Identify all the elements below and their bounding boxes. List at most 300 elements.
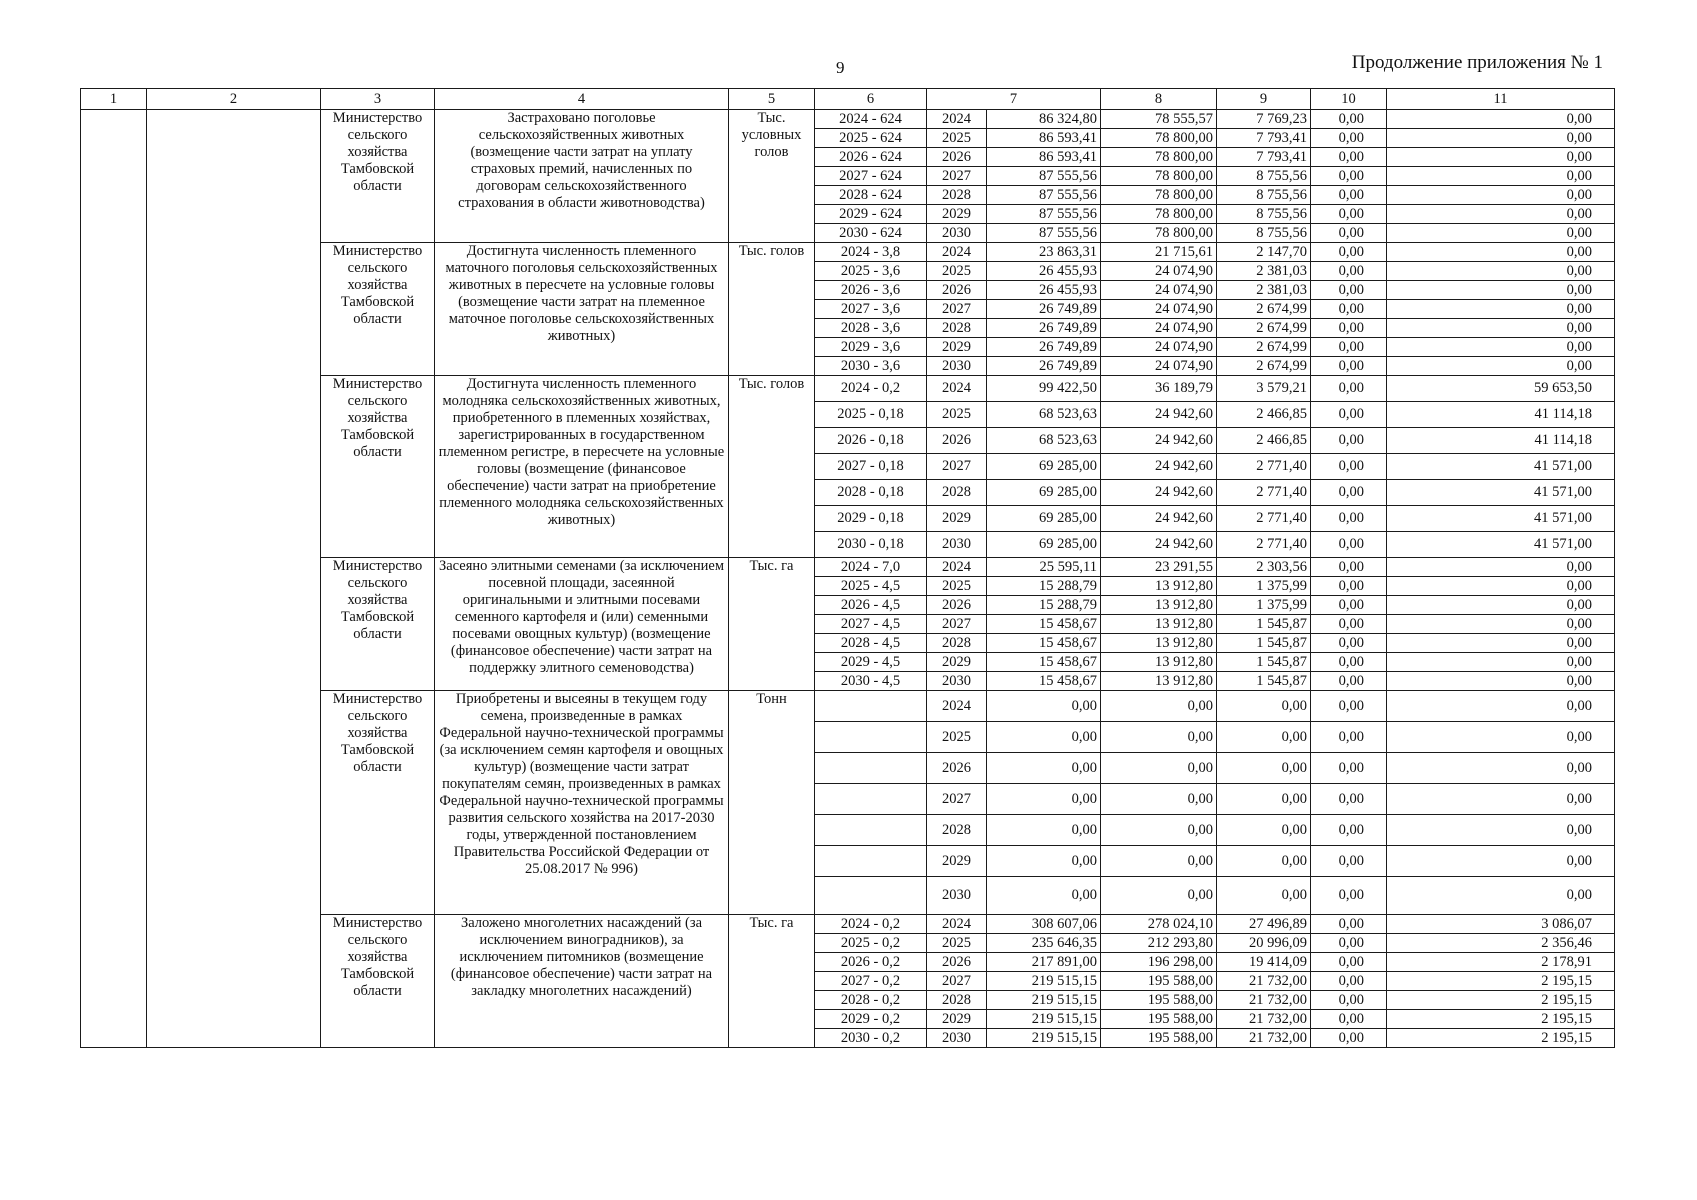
federal-cell: 36 189,79 — [1101, 376, 1217, 402]
total-cell: 308 607,06 — [987, 915, 1101, 934]
local-cell: 0,00 — [1311, 454, 1387, 480]
regional-cell: 0,00 — [1217, 877, 1311, 915]
target-value-cell: 2025 - 0,2 — [815, 934, 927, 953]
year-cell: 2028 — [927, 815, 987, 846]
description-cell: Застраховано поголовье сельскохозяйственных животных (возмещение части затрат на уплату страховых премий, начисленных по договорам сельскохозяйственного страхования в области животноводства) — [435, 110, 729, 243]
regional-cell: 1 375,99 — [1217, 596, 1311, 615]
total-cell: 219 515,15 — [987, 1010, 1101, 1029]
extra-budget-cell: 0,00 — [1387, 722, 1615, 753]
extra-budget-cell: 0,00 — [1387, 224, 1615, 243]
local-cell: 0,00 — [1311, 357, 1387, 376]
target-value-cell: 2025 - 3,6 — [815, 262, 927, 281]
local-cell: 0,00 — [1311, 186, 1387, 205]
federal-cell: 24 074,90 — [1101, 262, 1217, 281]
year-cell: 2024 — [927, 915, 987, 934]
regional-cell: 8 755,56 — [1217, 205, 1311, 224]
extra-budget-cell: 2 178,91 — [1387, 953, 1615, 972]
year-cell: 2029 — [927, 338, 987, 357]
target-value-cell: 2025 - 4,5 — [815, 577, 927, 596]
local-cell: 0,00 — [1311, 262, 1387, 281]
extra-budget-cell: 0,00 — [1387, 243, 1615, 262]
federal-cell: 0,00 — [1101, 691, 1217, 722]
local-cell: 0,00 — [1311, 1029, 1387, 1048]
target-value-cell: 2028 - 4,5 — [815, 634, 927, 653]
regional-cell: 2 771,40 — [1217, 506, 1311, 532]
column-header: 3 — [321, 89, 435, 110]
unit-cell: Тыс. га — [729, 558, 815, 691]
regional-cell: 21 732,00 — [1217, 1010, 1311, 1029]
extra-budget-cell: 0,00 — [1387, 357, 1615, 376]
target-value-cell — [815, 753, 927, 784]
local-cell: 0,00 — [1311, 480, 1387, 506]
target-value-cell: 2028 - 624 — [815, 186, 927, 205]
local-cell: 0,00 — [1311, 846, 1387, 877]
target-value-cell: 2026 - 624 — [815, 148, 927, 167]
federal-cell: 13 912,80 — [1101, 615, 1217, 634]
extra-budget-cell: 2 195,15 — [1387, 1010, 1615, 1029]
total-cell: 235 646,35 — [987, 934, 1101, 953]
extra-budget-cell: 2 195,15 — [1387, 1029, 1615, 1048]
target-value-cell: 2026 - 3,6 — [815, 281, 927, 300]
total-cell: 87 555,56 — [987, 167, 1101, 186]
description-cell: Достигнута численность племенного маточного поголовья сельскохозяйственных животных в пересчете на условные головы (возмещение части затрат на племенное маточное поголовье сельскохозяйственных животных) — [435, 243, 729, 376]
target-value-cell — [815, 877, 927, 915]
federal-cell: 196 298,00 — [1101, 953, 1217, 972]
target-value-cell: 2027 - 3,6 — [815, 300, 927, 319]
year-cell: 2024 — [927, 110, 987, 129]
regional-cell: 2 771,40 — [1217, 480, 1311, 506]
appendix-caption: Продолжение приложения № 1 — [1351, 52, 1603, 73]
description-cell: Достигнута численность племенного молодняка сельскохозяйственных животных, приобретенного в племенных хозяйствах, зарегистрированных в государственном племенном регистре, в пересчете на условные головы (возмещение (финансовое обеспечение) части затрат на приобретение племенного молодняка сельскохозяйственных животных) — [435, 376, 729, 558]
local-cell: 0,00 — [1311, 953, 1387, 972]
year-cell: 2029 — [927, 653, 987, 672]
target-value-cell: 2025 - 0,18 — [815, 402, 927, 428]
extra-budget-cell: 0,00 — [1387, 846, 1615, 877]
column-header: 8 — [1101, 89, 1217, 110]
year-cell: 2025 — [927, 577, 987, 596]
unit-cell: Тонн — [729, 691, 815, 915]
extra-budget-cell: 0,00 — [1387, 205, 1615, 224]
local-cell: 0,00 — [1311, 506, 1387, 532]
description-cell: Приобретены и высеяны в текущем году семена, произведенные в рамках Федеральной научно-технической программы (за исключением семян картофеля и овощных культур) (возмещение части затрат покупателям семян, произведенных в рамках Федеральной научно-технической программы развития сельского хозяйства на 2017-2030 годы, утвержденной постановлением Правительства Российской Федерации от 25.08.2017 № 996) — [435, 691, 729, 915]
regional-cell: 2 466,85 — [1217, 428, 1311, 454]
regional-cell: 21 732,00 — [1217, 991, 1311, 1010]
local-cell: 0,00 — [1311, 753, 1387, 784]
regional-cell: 2 381,03 — [1217, 262, 1311, 281]
extra-budget-cell: 59 653,50 — [1387, 376, 1615, 402]
page-number: 9 — [836, 58, 845, 77]
total-cell: 26 749,89 — [987, 357, 1101, 376]
regional-cell: 7 793,41 — [1217, 148, 1311, 167]
total-cell: 15 458,67 — [987, 672, 1101, 691]
total-cell: 23 863,31 — [987, 243, 1101, 262]
federal-cell: 24 074,90 — [1101, 357, 1217, 376]
local-cell: 0,00 — [1311, 877, 1387, 915]
federal-cell: 0,00 — [1101, 815, 1217, 846]
target-value-cell: 2024 - 0,2 — [815, 376, 927, 402]
extra-budget-cell: 41 571,00 — [1387, 480, 1615, 506]
total-cell: 26 749,89 — [987, 300, 1101, 319]
regional-cell: 2 466,85 — [1217, 402, 1311, 428]
column-header: 5 — [729, 89, 815, 110]
year-cell: 2029 — [927, 1010, 987, 1029]
extra-budget-cell: 41 114,18 — [1387, 428, 1615, 454]
federal-cell: 195 588,00 — [1101, 1010, 1217, 1029]
year-cell: 2026 — [927, 953, 987, 972]
extra-budget-cell: 0,00 — [1387, 167, 1615, 186]
total-cell: 0,00 — [987, 722, 1101, 753]
target-value-cell — [815, 691, 927, 722]
year-cell: 2025 — [927, 934, 987, 953]
regional-cell: 0,00 — [1217, 753, 1311, 784]
regional-cell: 1 545,87 — [1217, 653, 1311, 672]
unit-cell: Тыс. га — [729, 915, 815, 1048]
regional-cell: 21 732,00 — [1217, 972, 1311, 991]
organization-cell: Министерство сельского хозяйства Тамбовской области — [321, 691, 435, 915]
target-value-cell: 2026 - 0,2 — [815, 953, 927, 972]
total-cell: 69 285,00 — [987, 506, 1101, 532]
total-cell: 99 422,50 — [987, 376, 1101, 402]
local-cell: 0,00 — [1311, 615, 1387, 634]
total-cell: 0,00 — [987, 877, 1101, 915]
extra-budget-cell: 0,00 — [1387, 615, 1615, 634]
extra-budget-cell: 0,00 — [1387, 691, 1615, 722]
year-cell: 2025 — [927, 262, 987, 281]
total-cell: 86 593,41 — [987, 129, 1101, 148]
year-cell: 2026 — [927, 148, 987, 167]
description-cell: Заложено многолетних насаждений (за исключением виноградников), за исключением питомников (возмещение (финансовое обеспечение) части затрат на закладку многолетних насаждений) — [435, 915, 729, 1048]
year-cell: 2028 — [927, 480, 987, 506]
federal-cell: 24 942,60 — [1101, 480, 1217, 506]
federal-cell: 195 588,00 — [1101, 972, 1217, 991]
federal-cell: 24 074,90 — [1101, 319, 1217, 338]
year-cell: 2030 — [927, 224, 987, 243]
column-header: 6 — [815, 89, 927, 110]
extra-budget-cell: 0,00 — [1387, 877, 1615, 915]
extra-budget-cell: 0,00 — [1387, 186, 1615, 205]
year-cell: 2024 — [927, 691, 987, 722]
federal-cell: 24 074,90 — [1101, 281, 1217, 300]
extra-budget-cell: 2 356,46 — [1387, 934, 1615, 953]
target-value-cell — [815, 784, 927, 815]
target-value-cell: 2024 - 3,8 — [815, 243, 927, 262]
local-cell: 0,00 — [1311, 634, 1387, 653]
total-cell: 0,00 — [987, 753, 1101, 784]
local-cell: 0,00 — [1311, 243, 1387, 262]
federal-cell: 278 024,10 — [1101, 915, 1217, 934]
total-cell: 26 749,89 — [987, 338, 1101, 357]
local-cell: 0,00 — [1311, 319, 1387, 338]
total-cell: 68 523,63 — [987, 402, 1101, 428]
regional-cell: 2 771,40 — [1217, 454, 1311, 480]
federal-cell: 0,00 — [1101, 753, 1217, 784]
local-cell: 0,00 — [1311, 205, 1387, 224]
year-cell: 2026 — [927, 428, 987, 454]
target-value-cell — [815, 846, 927, 877]
federal-cell: 13 912,80 — [1101, 577, 1217, 596]
extra-budget-cell: 0,00 — [1387, 129, 1615, 148]
total-cell: 217 891,00 — [987, 953, 1101, 972]
total-cell: 15 458,67 — [987, 615, 1101, 634]
local-cell: 0,00 — [1311, 672, 1387, 691]
year-cell: 2030 — [927, 357, 987, 376]
extra-budget-cell: 41 571,00 — [1387, 532, 1615, 558]
federal-cell: 24 942,60 — [1101, 454, 1217, 480]
regional-cell: 2 674,99 — [1217, 357, 1311, 376]
column-header: 1 — [81, 89, 147, 110]
total-cell: 0,00 — [987, 784, 1101, 815]
year-cell: 2029 — [927, 506, 987, 532]
year-cell: 2028 — [927, 319, 987, 338]
regional-cell: 21 732,00 — [1217, 1029, 1311, 1048]
year-cell: 2026 — [927, 596, 987, 615]
regional-cell: 8 755,56 — [1217, 167, 1311, 186]
local-cell: 0,00 — [1311, 376, 1387, 402]
regional-cell: 3 579,21 — [1217, 376, 1311, 402]
extra-budget-cell: 0,00 — [1387, 281, 1615, 300]
target-value-cell: 2026 - 4,5 — [815, 596, 927, 615]
local-cell: 0,00 — [1311, 784, 1387, 815]
local-cell: 0,00 — [1311, 653, 1387, 672]
target-value-cell: 2029 - 4,5 — [815, 653, 927, 672]
year-cell: 2030 — [927, 532, 987, 558]
year-cell: 2025 — [927, 129, 987, 148]
federal-cell: 0,00 — [1101, 877, 1217, 915]
local-cell: 0,00 — [1311, 815, 1387, 846]
appendix-table — [80, 88, 1615, 1048]
year-cell: 2027 — [927, 167, 987, 186]
column-2-cell — [147, 110, 321, 1048]
total-cell: 15 288,79 — [987, 596, 1101, 615]
extra-budget-cell: 0,00 — [1387, 753, 1615, 784]
federal-cell: 13 912,80 — [1101, 634, 1217, 653]
year-cell: 2025 — [927, 402, 987, 428]
total-cell: 69 285,00 — [987, 480, 1101, 506]
local-cell: 0,00 — [1311, 428, 1387, 454]
regional-cell: 0,00 — [1217, 846, 1311, 877]
year-cell: 2030 — [927, 877, 987, 915]
federal-cell: 24 942,60 — [1101, 402, 1217, 428]
regional-cell: 19 414,09 — [1217, 953, 1311, 972]
column-header: 11 — [1387, 89, 1615, 110]
federal-cell: 24 942,60 — [1101, 428, 1217, 454]
extra-budget-cell: 3 086,07 — [1387, 915, 1615, 934]
federal-cell: 78 800,00 — [1101, 148, 1217, 167]
federal-cell: 195 588,00 — [1101, 991, 1217, 1010]
extra-budget-cell: 0,00 — [1387, 634, 1615, 653]
total-cell: 26 749,89 — [987, 319, 1101, 338]
year-cell: 2029 — [927, 846, 987, 877]
extra-budget-cell: 41 114,18 — [1387, 402, 1615, 428]
local-cell: 0,00 — [1311, 722, 1387, 753]
column-header: 9 — [1217, 89, 1311, 110]
federal-cell: 0,00 — [1101, 784, 1217, 815]
extra-budget-cell: 0,00 — [1387, 300, 1615, 319]
total-cell: 69 285,00 — [987, 454, 1101, 480]
target-value-cell: 2029 - 624 — [815, 205, 927, 224]
federal-cell: 24 942,60 — [1101, 506, 1217, 532]
extra-budget-cell: 0,00 — [1387, 148, 1615, 167]
total-cell: 219 515,15 — [987, 1029, 1101, 1048]
federal-cell: 13 912,80 — [1101, 596, 1217, 615]
extra-budget-cell: 0,00 — [1387, 558, 1615, 577]
regional-cell: 0,00 — [1217, 722, 1311, 753]
total-cell: 69 285,00 — [987, 532, 1101, 558]
header-row — [81, 89, 1615, 110]
organization-cell: Министерство сельского хозяйства Тамбовской области — [321, 558, 435, 691]
total-cell: 87 555,56 — [987, 224, 1101, 243]
year-cell: 2028 — [927, 634, 987, 653]
extra-budget-cell: 0,00 — [1387, 319, 1615, 338]
regional-cell: 0,00 — [1217, 815, 1311, 846]
target-value-cell: 2024 - 0,2 — [815, 915, 927, 934]
description-cell: Засеяно элитными семенами (за исключением посевной площади, засеянной оригинальными и элитными посевами семенного картофеля и (или) семенными посевами овощных культур) (возмещение (финансовое обеспечение) части затрат на поддержку элитного семеноводства) — [435, 558, 729, 691]
target-value-cell: 2028 - 0,18 — [815, 480, 927, 506]
total-cell: 87 555,56 — [987, 205, 1101, 224]
target-value-cell: 2030 - 0,2 — [815, 1029, 927, 1048]
unit-cell: Тыс. условных голов — [729, 110, 815, 243]
regional-cell: 1 375,99 — [1217, 577, 1311, 596]
total-cell: 25 595,11 — [987, 558, 1101, 577]
target-value-cell — [815, 722, 927, 753]
total-cell: 0,00 — [987, 815, 1101, 846]
year-cell: 2024 — [927, 558, 987, 577]
regional-cell: 8 755,56 — [1217, 186, 1311, 205]
target-value-cell: 2027 - 0,2 — [815, 972, 927, 991]
federal-cell: 0,00 — [1101, 846, 1217, 877]
regional-cell: 7 769,23 — [1217, 110, 1311, 129]
local-cell: 0,00 — [1311, 1010, 1387, 1029]
year-cell: 2027 — [927, 300, 987, 319]
year-cell: 2024 — [927, 243, 987, 262]
year-cell: 2028 — [927, 991, 987, 1010]
extra-budget-cell: 0,00 — [1387, 672, 1615, 691]
local-cell: 0,00 — [1311, 129, 1387, 148]
federal-cell: 78 800,00 — [1101, 129, 1217, 148]
target-value-cell: 2030 - 4,5 — [815, 672, 927, 691]
target-value-cell: 2027 - 4,5 — [815, 615, 927, 634]
target-value-cell: 2028 - 3,6 — [815, 319, 927, 338]
federal-cell: 24 942,60 — [1101, 532, 1217, 558]
total-cell: 0,00 — [987, 846, 1101, 877]
total-cell: 15 288,79 — [987, 577, 1101, 596]
local-cell: 0,00 — [1311, 402, 1387, 428]
target-value-cell: 2024 - 624 — [815, 110, 927, 129]
year-cell: 2030 — [927, 672, 987, 691]
column-header: 2 — [147, 89, 321, 110]
extra-budget-cell: 2 195,15 — [1387, 991, 1615, 1010]
regional-cell: 2 147,70 — [1217, 243, 1311, 262]
regional-cell: 0,00 — [1217, 784, 1311, 815]
federal-cell: 78 800,00 — [1101, 205, 1217, 224]
year-cell: 2027 — [927, 615, 987, 634]
unit-cell: Тыс. голов — [729, 243, 815, 376]
target-value-cell: 2027 - 624 — [815, 167, 927, 186]
local-cell: 0,00 — [1311, 224, 1387, 243]
local-cell: 0,00 — [1311, 934, 1387, 953]
regional-cell: 2 674,99 — [1217, 338, 1311, 357]
extra-budget-cell: 0,00 — [1387, 784, 1615, 815]
regional-cell: 2 674,99 — [1217, 300, 1311, 319]
organization-cell: Министерство сельского хозяйства Тамбовской области — [321, 376, 435, 558]
federal-cell: 212 293,80 — [1101, 934, 1217, 953]
regional-cell: 27 496,89 — [1217, 915, 1311, 934]
total-cell: 0,00 — [987, 691, 1101, 722]
target-value-cell: 2030 - 3,6 — [815, 357, 927, 376]
local-cell: 0,00 — [1311, 596, 1387, 615]
regional-cell: 2 303,56 — [1217, 558, 1311, 577]
total-cell: 15 458,67 — [987, 634, 1101, 653]
year-cell: 2027 — [927, 454, 987, 480]
target-value-cell — [815, 815, 927, 846]
organization-cell: Министерство сельского хозяйства Тамбовской области — [321, 915, 435, 1048]
federal-cell: 21 715,61 — [1101, 243, 1217, 262]
local-cell: 0,00 — [1311, 972, 1387, 991]
extra-budget-cell: 0,00 — [1387, 815, 1615, 846]
regional-cell: 1 545,87 — [1217, 615, 1311, 634]
local-cell: 0,00 — [1311, 338, 1387, 357]
federal-cell: 13 912,80 — [1101, 653, 1217, 672]
local-cell: 0,00 — [1311, 577, 1387, 596]
regional-cell: 0,00 — [1217, 691, 1311, 722]
table-body — [81, 110, 1615, 1048]
target-value-cell: 2029 - 0,2 — [815, 1010, 927, 1029]
regional-cell: 1 545,87 — [1217, 672, 1311, 691]
federal-cell: 24 074,90 — [1101, 300, 1217, 319]
total-cell: 87 555,56 — [987, 186, 1101, 205]
extra-budget-cell: 0,00 — [1387, 262, 1615, 281]
local-cell: 0,00 — [1311, 300, 1387, 319]
federal-cell: 23 291,55 — [1101, 558, 1217, 577]
target-value-cell: 2029 - 3,6 — [815, 338, 927, 357]
organization-cell: Министерство сельского хозяйства Тамбовской области — [321, 110, 435, 243]
column-1-cell — [81, 110, 147, 1048]
year-cell: 2026 — [927, 281, 987, 300]
federal-cell: 78 800,00 — [1101, 186, 1217, 205]
year-cell: 2027 — [927, 784, 987, 815]
year-cell: 2024 — [927, 376, 987, 402]
column-header: 7 — [927, 89, 1101, 110]
regional-cell: 2 771,40 — [1217, 532, 1311, 558]
total-cell: 86 593,41 — [987, 148, 1101, 167]
federal-cell: 78 555,57 — [1101, 110, 1217, 129]
federal-cell: 24 074,90 — [1101, 338, 1217, 357]
organization-cell: Министерство сельского хозяйства Тамбовской области — [321, 243, 435, 376]
year-cell: 2025 — [927, 722, 987, 753]
target-value-cell: 2027 - 0,18 — [815, 454, 927, 480]
year-cell: 2029 — [927, 205, 987, 224]
regional-cell: 2 674,99 — [1217, 319, 1311, 338]
federal-cell: 78 800,00 — [1101, 224, 1217, 243]
federal-cell: 13 912,80 — [1101, 672, 1217, 691]
local-cell: 0,00 — [1311, 691, 1387, 722]
extra-budget-cell: 41 571,00 — [1387, 454, 1615, 480]
federal-cell: 195 588,00 — [1101, 1029, 1217, 1048]
target-value-cell: 2029 - 0,18 — [815, 506, 927, 532]
total-cell: 68 523,63 — [987, 428, 1101, 454]
year-cell: 2030 — [927, 1029, 987, 1048]
extra-budget-cell: 2 195,15 — [1387, 972, 1615, 991]
local-cell: 0,00 — [1311, 558, 1387, 577]
local-cell: 0,00 — [1311, 148, 1387, 167]
regional-cell: 2 381,03 — [1217, 281, 1311, 300]
local-cell: 0,00 — [1311, 281, 1387, 300]
target-value-cell: 2030 - 0,18 — [815, 532, 927, 558]
local-cell: 0,00 — [1311, 110, 1387, 129]
total-cell: 15 458,67 — [987, 653, 1101, 672]
year-cell: 2028 — [927, 186, 987, 205]
total-cell: 86 324,80 — [987, 110, 1101, 129]
